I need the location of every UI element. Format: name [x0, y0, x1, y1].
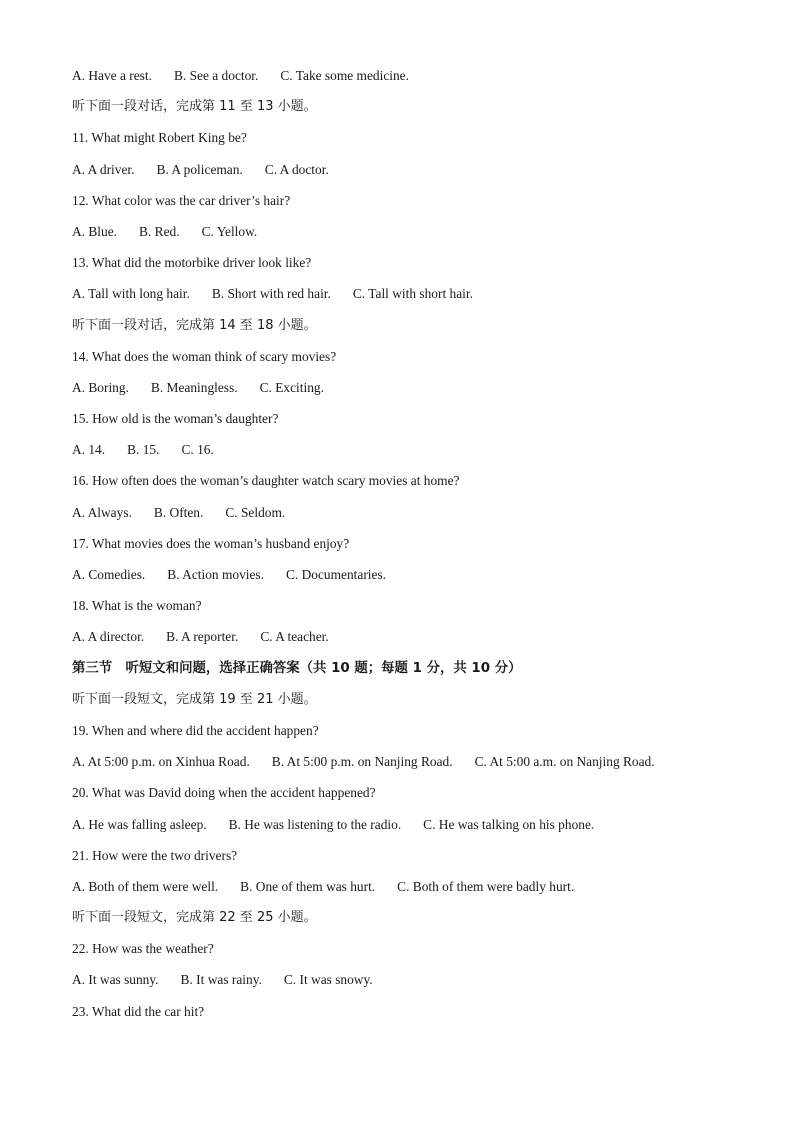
answer-option: C. Yellow. [201, 223, 258, 239]
answer-options [72, 438, 762, 469]
answer-option: C. Exciting. [259, 379, 324, 395]
answer-options [72, 625, 762, 656]
question-text: 18. What is the woman? [72, 598, 202, 614]
question-text: 21. How were the two drivers? [72, 847, 238, 863]
instruction-text: 听下面一段对话，完成第 11 至 13 小题。 [72, 99, 317, 115]
answer-option: B. A reporter. [166, 629, 239, 645]
answer-option: A. Comedies. [72, 567, 146, 582]
answer-option: A. Blue. [72, 223, 118, 239]
answer-option: A. A driver. [72, 161, 135, 177]
instruction-text: 听下面一段对话，完成第 14 至 18 小题。 [72, 317, 317, 333]
answer-options [72, 875, 762, 906]
answer-options [72, 968, 762, 999]
answer-option: C. 16. [181, 442, 214, 458]
answer-option: A. A director. [72, 629, 145, 645]
question-text: 11. What might Robert King be? [72, 130, 247, 146]
answer-option: C. He was talking on his phone. [423, 816, 595, 832]
answer-options [72, 501, 762, 532]
answer-option: B. Meaningless. [150, 379, 238, 395]
answer-option: A. Tall with long hair. [72, 286, 190, 302]
answer-option: B. At 5:00 p.m. on Nanjing Road. [271, 754, 453, 770]
answer-option: C. A doctor. [264, 161, 329, 177]
answer-options [72, 750, 762, 781]
answer-option: C. At 5:00 a.m. on Nanjing Road. [474, 754, 655, 770]
answer-option: B. A policeman. [156, 161, 243, 177]
answer-option: C. Seldom. [225, 504, 286, 520]
answer-options [72, 282, 762, 313]
question-text: 13. What did the motorbike driver look like? [72, 255, 312, 271]
question-text: 22. How was the weather? [72, 941, 214, 957]
answer-option: B. One of them was hurt. [240, 878, 376, 894]
answer-option: B. It was rainy. [180, 972, 262, 988]
instruction-text: 听下面一段短文，完成第 22 至 25 小题。 [72, 910, 317, 926]
answer-options [72, 563, 762, 594]
question-text: 12. What color was the car driver’s hair? [72, 192, 291, 208]
question-text: 14. What does the woman think of scary movies? [72, 348, 337, 364]
answer-option: C. A teacher. [260, 629, 329, 645]
answer-options [72, 220, 762, 251]
question-text: 23. What did the car hit? [72, 1003, 205, 1019]
answer-options [72, 64, 762, 95]
answer-option: A. He was falling asleep. [72, 816, 207, 832]
answer-option: C. Both of them were badly hurt. [397, 878, 575, 894]
question-text: 19. When and where did the accident happen? [72, 722, 319, 738]
answer-option: C. Documentaries. [286, 567, 387, 582]
answer-option: A. At 5:00 p.m. on Xinhua Road. [72, 754, 250, 770]
instruction-text: 听下面一段短文，完成第 19 至 21 小题。 [72, 691, 317, 707]
question-text: 15. How old is the woman’s daughter? [72, 411, 279, 427]
answer-option: B. Action movies. [167, 567, 264, 582]
exam-page [72, 64, 762, 1031]
answer-option: B. He was listening to the radio. [228, 816, 402, 832]
answer-option: C. It was snowy. [283, 972, 373, 988]
answer-options [72, 158, 762, 189]
answer-option: A. 14. [72, 442, 106, 458]
answer-options [72, 376, 762, 407]
question-text: 17. What movies does the woman’s husband enjoy? [72, 535, 350, 551]
answer-option: C. Take some medicine. [280, 68, 409, 83]
answer-option: B. See a doctor. [173, 68, 259, 83]
answer-option: B. Often. [153, 504, 204, 520]
answer-option: C. Tall with short hair. [352, 286, 473, 302]
section-heading: 第三节 听短文和问题，选择正确答案（共 10 题；每题 1 分，共 10 分） [72, 660, 522, 676]
answer-option: A. Have a rest. [72, 68, 152, 83]
answer-options [72, 813, 762, 844]
answer-option: B. Short with red hair. [211, 286, 331, 302]
question-text: 20. What was David doing when the accident happened? [72, 785, 376, 801]
answer-option: A. It was sunny. [72, 972, 159, 988]
answer-option: B. 15. [127, 442, 160, 458]
answer-option: A. Always. [72, 504, 132, 520]
answer-option: B. Red. [139, 223, 180, 239]
question-text: 16. How often does the woman’s daughter watch scary movies at home? [72, 473, 460, 489]
answer-option: A. Both of them were well. [72, 878, 219, 894]
answer-option: A. Boring. [72, 379, 129, 395]
